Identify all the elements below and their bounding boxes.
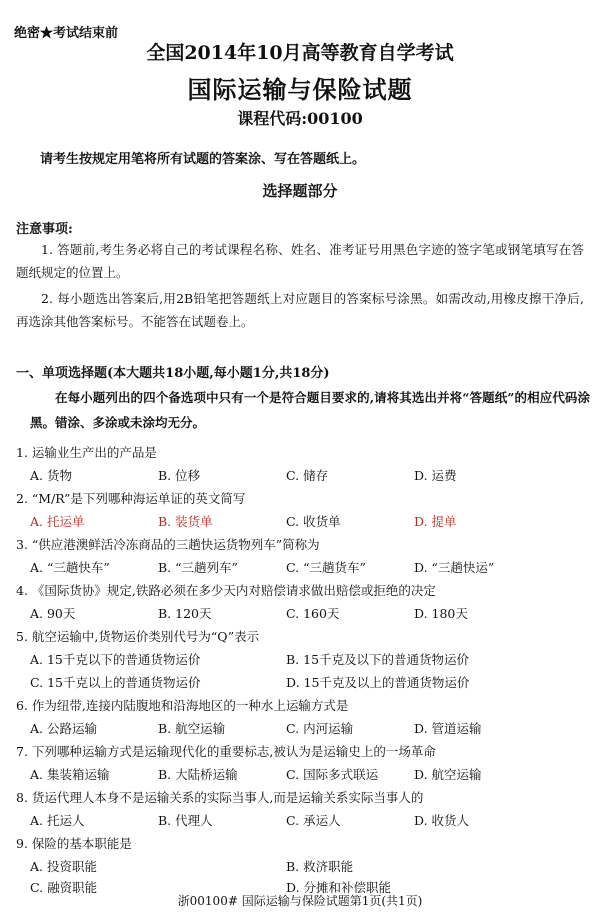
q5-option-b: B. 15千克及以下的普通货物运价 bbox=[286, 652, 470, 667]
q2-option-a: A. 托运单 bbox=[30, 514, 85, 529]
question-3-stem: 3. “供应港澳鲜活冷冻商品的三趟快运货物列车”简称为 bbox=[16, 537, 320, 552]
secret-mark: 绝密★考试结束前 bbox=[14, 26, 119, 41]
question-4-stem: 4. 《国际货协》规定,铁路必须在多少天内对赔偿请求做出赔偿或拒绝的决定 bbox=[16, 583, 436, 598]
q1-option-b: B. 位移 bbox=[158, 468, 201, 483]
q3-option-a: A. “三趟快车” bbox=[30, 560, 110, 575]
q7-option-c: C. 国际多式联运 bbox=[286, 767, 379, 782]
q2-option-b: B. 装货单 bbox=[158, 514, 213, 529]
part-heading: 一、单项选择题(本大题共18小题,每小题1分,共18分) bbox=[16, 366, 330, 381]
q6-option-d: D. 管道运输 bbox=[414, 721, 482, 736]
q6-option-b: B. 航空运输 bbox=[158, 721, 226, 736]
notes-title: 注意事项: bbox=[16, 222, 73, 237]
q3-option-c: C. “三趟货车” bbox=[286, 560, 366, 575]
q7-option-a: A. 集装箱运输 bbox=[30, 767, 110, 782]
q1-option-d: D. 运费 bbox=[414, 468, 457, 483]
note-item-1: 1. 答题前,考生务必将自己的考试课程名称、姓名、准考证号用黑色字迹的签字笔或钢笔填写在答题纸规定的位置上。 bbox=[16, 242, 584, 280]
part-description: 在每小题列出的四个备选项中只有一个是符合题目要求的,请将其选出并将“答题纸”的相应代码涂黑。错涂、多涂或未涂均无分。 bbox=[30, 390, 590, 430]
note-item-2: 2. 每小题选出答案后,用2B铅笔把答题纸上对应题目的答案标号涂黑。如需改动,用橡皮擦干净后,再选涂其他答案标号。不能答在试题卷上。 bbox=[16, 291, 584, 329]
q7-option-d: D. 航空运输 bbox=[414, 767, 482, 782]
question-7-stem: 7. 下列哪种运输方式是运输现代化的重要标志,被认为是运输史上的一场革命 bbox=[16, 744, 436, 759]
question-2-stem: 2. “M/R”是下列哪种海运单证的英文简写 bbox=[16, 491, 246, 506]
q4-option-c: C. 160天 bbox=[286, 606, 340, 621]
q9-option-d: D. 分摊和补偿职能 bbox=[286, 880, 392, 895]
q2-option-d: D. 提单 bbox=[414, 514, 457, 529]
q8-option-d: D. 收货人 bbox=[414, 813, 470, 828]
q8-option-b: B. 代理人 bbox=[158, 813, 213, 828]
question-8-stem: 8. 货运代理人本身不是运输关系的实际当事人,而是运输关系实际当事人的 bbox=[16, 790, 424, 805]
q6-option-c: C. 内河运输 bbox=[286, 721, 354, 736]
q4-option-b: B. 120天 bbox=[158, 606, 212, 621]
q9-option-c: C. 融资职能 bbox=[30, 880, 98, 895]
course-code: 课程代码:00100 bbox=[237, 109, 363, 128]
q9-option-b: B. 救济职能 bbox=[286, 859, 354, 874]
q3-option-b: B. “三趟列车” bbox=[158, 560, 238, 575]
question-5-stem: 5. 航空运输中,货物运价类别代号为“Q”表示 bbox=[16, 629, 260, 644]
subject-title: 国际运输与保险试题 bbox=[187, 75, 413, 104]
q7-option-b: B. 大陆桥运输 bbox=[158, 767, 238, 782]
q6-option-a: A. 公路运输 bbox=[30, 721, 97, 736]
q4-option-d: D. 180天 bbox=[414, 606, 468, 621]
question-9-stem: 9. 保险的基本职能是 bbox=[16, 836, 132, 851]
question-6-stem: 6. 作为纽带,连接内陆腹地和沿海地区的一种水上运输方式是 bbox=[16, 698, 349, 713]
q4-option-a: A. 90天 bbox=[30, 606, 76, 621]
exam-title: 全国2014年10月高等教育自学考试 bbox=[146, 42, 454, 64]
q1-option-c: C. 储存 bbox=[286, 468, 329, 483]
section-heading: 选择题部分 bbox=[262, 182, 338, 200]
page-footer: 浙00100# 国际运输与保险试题第1页(共1页) bbox=[177, 894, 423, 908]
q5-option-d: D. 15千克及以上的普通货物运价 bbox=[286, 675, 470, 690]
q1-option-a: A. 货物 bbox=[30, 468, 72, 483]
q5-option-c: C. 15千克以上的普通货物运价 bbox=[30, 675, 201, 690]
q8-option-a: A. 托运人 bbox=[30, 813, 85, 828]
q9-option-a: A. 投资职能 bbox=[30, 859, 97, 874]
q2-option-c: C. 收货单 bbox=[286, 514, 341, 529]
q3-option-d: D. “三趟快运” bbox=[414, 560, 495, 575]
q8-option-c: C. 承运人 bbox=[286, 813, 341, 828]
answer-instruction: 请考生按规定用笔将所有试题的答案涂、写在答题纸上。 bbox=[40, 152, 366, 167]
question-1-stem: 1. 运输业生产出的产品是 bbox=[16, 445, 157, 460]
q5-option-a: A. 15千克以下的普通货物运价 bbox=[30, 652, 201, 667]
